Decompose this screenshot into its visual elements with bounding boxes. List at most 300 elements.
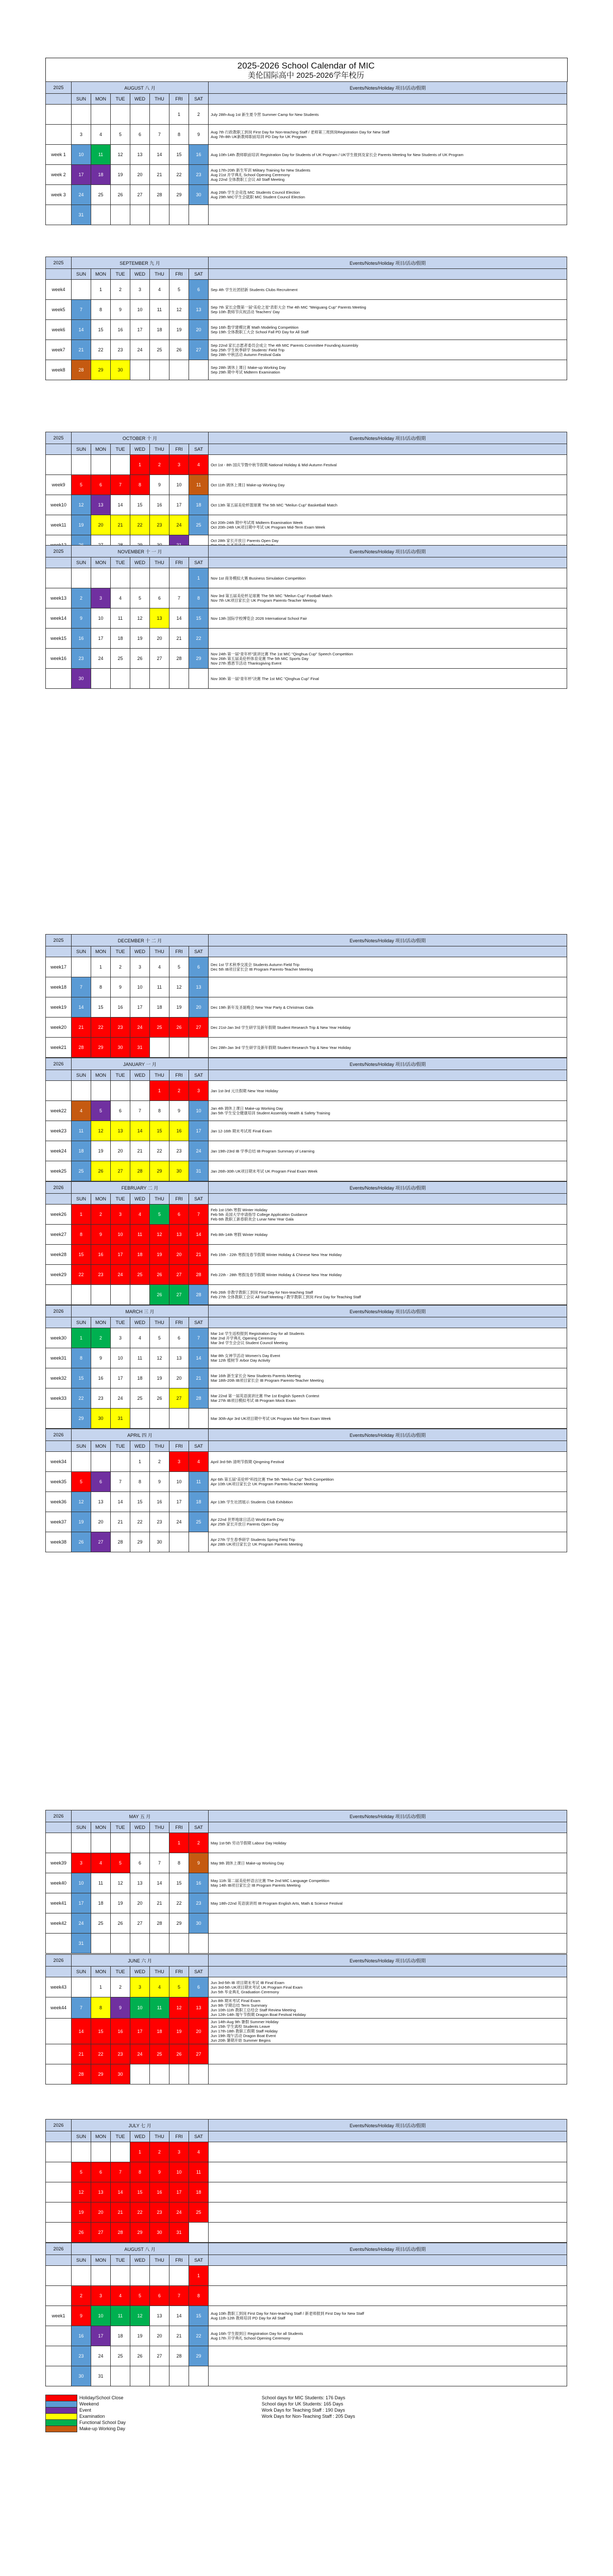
events-header: Events/Notes/Holiday 项目/活动/假期 [209, 2243, 567, 2255]
day-cell: 23 [91, 1265, 111, 1285]
month-table [45, 2243, 567, 2386]
day-cell: 6 [189, 1977, 209, 1997]
day-cell: 31 [91, 2366, 111, 2386]
day-cell: 17 [72, 165, 91, 185]
day-cell [91, 1081, 111, 1101]
day-cell: 22 [91, 1018, 111, 1038]
week-row [46, 649, 567, 669]
day-cell: 17 [91, 2326, 111, 2346]
day-cell: 15 [91, 997, 111, 1018]
day-cell: 2 [189, 105, 209, 125]
day-cell: 13 [91, 2182, 111, 2202]
day-cell [130, 1285, 150, 1305]
week-row [46, 629, 567, 649]
year-cell: 2025 [46, 546, 72, 557]
day-cell [189, 2223, 209, 2243]
events-cell [209, 125, 567, 145]
day-cell: 2 [91, 1205, 111, 1225]
week-row [46, 165, 567, 185]
day-cell [91, 1452, 111, 1472]
day-cell [111, 669, 130, 689]
day-cell: 2 [111, 280, 130, 300]
week-row [46, 1934, 567, 1954]
day-cell: 19 [130, 2326, 150, 2346]
events-header: Events/Notes/Holiday 项目/活动/假期 [209, 257, 567, 269]
day-cell [130, 1081, 150, 1101]
day-cell: 17 [189, 1121, 209, 1141]
day-cell: 26 [150, 1388, 169, 1409]
event-note: May 18th-22nd 英语演讲周 IB Program English Arts, Math & Science Festival [211, 1901, 343, 1906]
week-label: week27 [46, 1225, 72, 1245]
event-note: May 14th IB项目家长会 IB Program Parents Meeting [211, 1883, 301, 1888]
day-cell: 19 [169, 320, 189, 340]
event-note: Mar 30th-Apr 3rd UK项目期中考试 UK Program Mid-Term Exam Week [211, 1416, 331, 1421]
day-cell: 24 [91, 2346, 111, 2366]
events-cell [209, 185, 567, 205]
day-cell: 13 [150, 608, 169, 629]
week-row [46, 340, 567, 360]
day-cell [189, 1409, 209, 1429]
day-cell: 4 [150, 280, 169, 300]
day-cell: 5 [72, 475, 91, 495]
day-cell: 14 [169, 608, 189, 629]
day-cell [169, 1532, 189, 1552]
events-cell [209, 2142, 567, 2162]
day-cell: 6 [91, 475, 111, 495]
day-cell: 18 [130, 1245, 150, 1265]
day-cell [150, 1833, 169, 1853]
week-row [46, 1512, 567, 1532]
weekday-label: THU [150, 1441, 169, 1452]
legend-item [45, 2407, 262, 2413]
week-row [46, 320, 567, 340]
day-cell: 11 [189, 475, 209, 495]
day-cell: 21 [169, 2326, 189, 2346]
day-cell: 22 [130, 515, 150, 535]
week-row [46, 1081, 567, 1101]
event-note: Apr 22nd 世界地球日活动 World Earth Day [211, 1517, 284, 1522]
day-cell [72, 1452, 91, 1472]
legend-item [45, 2395, 262, 2401]
day-cell [91, 669, 111, 689]
events-header-blank [209, 1441, 567, 1452]
day-cell: 30 [169, 1161, 189, 1181]
week-label [46, 2346, 72, 2366]
events-cell [209, 455, 567, 475]
day-cell: 12 [72, 2182, 91, 2202]
day-cell: 21 [111, 2202, 130, 2223]
day-cell: 6 [189, 957, 209, 977]
week-label: week9 [46, 475, 72, 495]
week-row [46, 568, 567, 588]
day-cell: 23 [189, 1893, 209, 1913]
day-cell: 25 [91, 1913, 111, 1934]
week-row [46, 125, 567, 145]
day-cell: 21 [72, 1018, 91, 1038]
event-note: Apr 10th UK项目家长会 UK Program Parents-Teacher Meeting [211, 1482, 318, 1486]
events-cell [209, 2366, 567, 2386]
week-row [46, 1265, 567, 1285]
day-cell [150, 2366, 169, 2386]
day-cell: 5 [72, 1472, 91, 1492]
event-note: Sep 16th 数学建模比赛 Math Modeling Competition [211, 325, 299, 330]
week-label: week11 [46, 515, 72, 535]
day-cell: 13 [169, 1225, 189, 1245]
day-cell: 15 [72, 1368, 91, 1388]
day-cell [150, 1409, 169, 1429]
events-header-blank [209, 1822, 567, 1833]
day-cell: 11 [72, 1121, 91, 1141]
day-cell: 15 [150, 1121, 169, 1141]
week-row [46, 2223, 567, 2243]
week-label [46, 669, 72, 689]
day-cell [91, 1833, 111, 1853]
week-label [46, 1934, 72, 1954]
day-cell: 24 [91, 649, 111, 669]
events-header: Events/Notes/Holiday 项目/活动/假期 [209, 1429, 567, 1441]
week-label: week35 [46, 1472, 72, 1492]
events-header-blank [209, 1317, 567, 1328]
day-cell: 1 [72, 1328, 91, 1348]
events-cell [209, 1893, 567, 1913]
day-cell: 22 [169, 165, 189, 185]
day-cell: 17 [91, 629, 111, 649]
events-cell [209, 475, 567, 495]
day-cell: 3 [169, 455, 189, 475]
day-cell: 22 [72, 1388, 91, 1409]
day-cell: 14 [130, 1121, 150, 1141]
legend-label: Functional School Day [79, 2420, 126, 2425]
week-label: week19 [46, 997, 72, 1018]
day-cell [150, 568, 169, 588]
weekday-label: SUN [72, 557, 91, 568]
event-note: Jun 9th 学期总结 Term Summary [211, 2003, 267, 2008]
week-row [46, 1833, 567, 1853]
event-note: May 1st-5th 劳动节假期 Labour Day Holiday [211, 1840, 286, 1845]
events-cell [209, 1934, 567, 1954]
week-label-header [46, 946, 72, 957]
weekday-label: TUE [111, 94, 130, 105]
day-cell: 13 [91, 1492, 111, 1512]
month-block [45, 1954, 567, 2084]
event-note: Mar 3rd 学生会会议 Student Council Meeting [211, 1340, 288, 1345]
day-cell [72, 568, 91, 588]
event-note: Feb 22th - 28th 寒假及春节假期 Winter Holiday & Chinese New Year Holiday [211, 1272, 342, 1277]
day-cell: 10 [169, 475, 189, 495]
day-cell: 4 [111, 2286, 130, 2306]
day-cell: 31 [189, 1161, 209, 1181]
weekday-label: WED [130, 1070, 150, 1081]
weekday-header [46, 1822, 567, 1833]
events-cell [209, 669, 567, 689]
day-cell [72, 957, 91, 977]
month-name: SEPTEMBER 九 月 [72, 257, 209, 269]
week-row [46, 205, 567, 225]
day-cell [169, 2366, 189, 2386]
month-block [45, 257, 567, 380]
day-cell: 11 [150, 977, 169, 997]
day-cell: 29 [169, 185, 189, 205]
day-cell: 9 [189, 125, 209, 145]
week-row [46, 185, 567, 205]
day-cell [189, 1038, 209, 1058]
day-cell [189, 1934, 209, 1954]
events-cell [209, 977, 567, 997]
day-cell: 4 [189, 2142, 209, 2162]
week-label-header [46, 444, 72, 455]
week-label-header [46, 1070, 72, 1081]
weekday-label: FRI [169, 2131, 189, 2142]
week-row [46, 2366, 567, 2386]
day-cell: 4 [111, 588, 130, 608]
event-note: Nov 24th 第一届“青年杯”演讲比赛 The 1st MIC "Qinghua Cup" Speech Competition [211, 651, 353, 656]
day-cell: 31 [72, 205, 91, 225]
event-note: Sep 28th 中秋活动 Autumn Festival Gala [211, 352, 281, 357]
day-cell: 16 [111, 320, 130, 340]
day-cell: 22 [189, 629, 209, 649]
day-cell: 23 [169, 1141, 189, 1161]
day-cell: 25 [189, 1512, 209, 1532]
events-header: Events/Notes/Holiday 项目/活动/假期 [209, 1810, 567, 1822]
day-cell: 5 [130, 588, 150, 608]
weekday-label: THU [150, 1317, 169, 1328]
day-cell: 1 [91, 1977, 111, 1997]
day-cell: 20 [150, 629, 169, 649]
day-cell: 13 [91, 495, 111, 515]
weekday-label: WED [130, 1441, 150, 1452]
day-cell: 25 [150, 1018, 169, 1038]
event-note: Aug 21st 开学典礼 School Opening Ceremony [211, 172, 290, 177]
event-note: Aug 11th-12th 教师培训 PD Day for All Staff [211, 2316, 285, 2320]
day-cell: 24 [130, 2044, 150, 2064]
weekday-header [46, 946, 567, 957]
week-label [46, 2162, 72, 2182]
day-cell: 7 [169, 588, 189, 608]
week-row [46, 1873, 567, 1893]
weekday-label: THU [150, 946, 169, 957]
day-cell: 1 [130, 455, 150, 475]
day-cell [111, 1452, 130, 1472]
weekday-label: TUE [111, 1822, 130, 1833]
weekday-label: TUE [111, 2131, 130, 2142]
weekday-label: THU [150, 444, 169, 455]
day-cell: 10 [72, 1873, 91, 1893]
day-cell: 17 [169, 495, 189, 515]
day-cell: 27 [150, 649, 169, 669]
events-cell [209, 608, 567, 629]
week-row [46, 608, 567, 629]
events-cell [209, 997, 567, 1018]
year-cell: 2025 [46, 432, 72, 444]
day-cell: 12 [91, 1121, 111, 1141]
weekday-label: SUN [72, 94, 91, 105]
month-header [46, 1429, 567, 1441]
day-cell: 12 [72, 495, 91, 515]
week-row [46, 1997, 567, 2019]
month-table [45, 1181, 567, 1305]
week-row [46, 1018, 567, 1038]
event-note: April 3rd-5th 清明节假期 Qingming Festival [211, 1459, 284, 1464]
week-label: week18 [46, 977, 72, 997]
weekday-label: TUE [111, 269, 130, 280]
event-note: Jun 12th-14th 端午节假期 Dragon Boat Festival Holiday [211, 2012, 306, 2017]
day-cell [72, 2266, 91, 2286]
events-header-blank [209, 2131, 567, 2142]
events-cell [209, 568, 567, 588]
day-cell: 25 [150, 340, 169, 360]
calendar-subtitle: 美伦国际高中 2025-2026学年校历 [248, 71, 364, 80]
day-cell: 12 [111, 145, 130, 165]
weekday-label: MON [91, 1967, 111, 1977]
event-note: Nov 1st 商务模拟大赛 Business Simulation Competition [211, 575, 306, 581]
month-name: JANUARY 一 月 [72, 1058, 209, 1070]
day-cell: 30 [150, 1532, 169, 1552]
day-cell: 27 [91, 1532, 111, 1552]
week-label: week30 [46, 1328, 72, 1348]
day-cell: 18 [150, 997, 169, 1018]
day-cell: 16 [189, 1873, 209, 1893]
day-cell: 28 [130, 1161, 150, 1181]
weekday-label: THU [150, 1070, 169, 1081]
week-row [46, 1285, 567, 1305]
day-cell: 13 [130, 1873, 150, 1893]
day-cell: 16 [150, 1492, 169, 1512]
day-cell: 29 [150, 1161, 169, 1181]
event-note: Nov 7th UK项目家长会 UK Program Parents-Teacher Meeting [211, 598, 317, 603]
events-header-blank [209, 444, 567, 455]
legend-label: Examination [79, 2414, 105, 2419]
weekday-label: FRI [169, 1441, 189, 1452]
day-cell: 17 [72, 1893, 91, 1913]
day-cell: 26 [72, 1532, 91, 1552]
month-header [46, 546, 567, 557]
week-label-header [46, 269, 72, 280]
stat-line: Work Days for Teaching Staff : 190 Days [262, 2408, 345, 2413]
day-cell: 29 [72, 1409, 91, 1429]
day-cell [169, 568, 189, 588]
day-cell: 2 [189, 1833, 209, 1853]
week-label: week34 [46, 1452, 72, 1472]
year-cell: 2026 [46, 1058, 72, 1070]
legend-label: Make-up Working Day [79, 2426, 125, 2431]
day-cell: 25 [130, 1388, 150, 1409]
day-cell: 9 [91, 1348, 111, 1368]
day-cell: 18 [189, 1492, 209, 1512]
day-cell: 27 [169, 1265, 189, 1285]
day-cell: 24 [169, 2202, 189, 2223]
events-header-blank [209, 557, 567, 568]
day-cell: 14 [169, 2306, 189, 2326]
week-row [46, 1409, 567, 1429]
month-header [46, 1058, 567, 1070]
day-cell: 9 [150, 1472, 169, 1492]
week-label: week28 [46, 1245, 72, 1265]
day-cell: 8 [130, 2162, 150, 2182]
day-cell: 25 [189, 515, 209, 535]
weekday-label: SUN [72, 946, 91, 957]
day-cell: 25 [130, 1265, 150, 1285]
day-cell: 23 [150, 515, 169, 535]
week-label: week43 [46, 1977, 72, 1997]
weekday-label: MON [91, 94, 111, 105]
event-note: Aug 7th 行政教职工到岗 First Day for Non-teaching Staff / 老师第三周到岗Registration Day for New Staff [211, 130, 390, 134]
event-note: Mar 18th-20th IB项目家长会 IB Program Parents-Teacher Meeting [211, 1378, 324, 1383]
day-cell: 19 [150, 1245, 169, 1265]
events-header: Events/Notes/Holiday 项目/活动/假期 [209, 546, 567, 557]
day-cell: 20 [130, 1893, 150, 1913]
stat-line: School days for UK Students: 165 Days [262, 2401, 344, 2406]
events-cell [209, 145, 567, 165]
day-cell: 25 [91, 185, 111, 205]
week-label: week 3 [46, 185, 72, 205]
month-block [45, 1429, 567, 1552]
day-cell: 27 [189, 2044, 209, 2064]
day-cell [130, 360, 150, 380]
day-cell: 15 [189, 2306, 209, 2326]
week-label: week8 [46, 360, 72, 380]
day-cell: 14 [111, 1492, 130, 1512]
day-cell: 29 [130, 2223, 150, 2243]
event-note: Feb 15th - 22th 寒假及春节假期 Winter Holiday & Chinese New Year Holiday [211, 1252, 342, 1257]
event-note: Dec 28th-Jan 3rd 学生研学及新年假期 Student Research Trip & New Year Holiday [211, 1045, 351, 1050]
week-row [46, 2142, 567, 2162]
day-cell: 28 [150, 185, 169, 205]
event-note: Jun 3rd-5th UK项目期末考试 UK Program Final Exam [211, 1985, 303, 1990]
day-cell: 1 [91, 280, 111, 300]
event-note: Aug 26th 学生会竞选 MIC Students Council Election [211, 190, 300, 195]
events-header-blank [209, 1967, 567, 1977]
day-cell [91, 568, 111, 588]
week-row [46, 300, 567, 320]
events-cell [209, 2346, 567, 2366]
events-cell [209, 2044, 567, 2064]
month-block [45, 1305, 567, 1429]
week-row [46, 145, 567, 165]
day-cell: 10 [130, 300, 150, 320]
day-cell [150, 105, 169, 125]
day-cell: 18 [189, 2182, 209, 2202]
weekday-label: MON [91, 946, 111, 957]
day-cell: 24 [72, 1913, 91, 1934]
week-row [46, 1532, 567, 1552]
day-cell: 10 [91, 608, 111, 629]
day-cell: 11 [130, 1348, 150, 1368]
day-cell: 19 [72, 1512, 91, 1532]
week-label: week23 [46, 1121, 72, 1141]
day-cell: 31 [130, 1038, 150, 1058]
day-cell: 16 [111, 997, 130, 1018]
day-cell: 17 [130, 997, 150, 1018]
event-note: Apr 13th 学生社团展示 Students Club Exhibition [211, 1499, 293, 1504]
day-cell: 10 [189, 1101, 209, 1121]
week-row [46, 1853, 567, 1873]
day-cell: 24 [111, 1388, 130, 1409]
weekday-label: WED [130, 1194, 150, 1205]
events-header-blank [209, 1070, 567, 1081]
day-cell: 27 [150, 2346, 169, 2366]
weekday-header [46, 1070, 567, 1081]
event-note: Feb 5th 美国大学申请指导 College Application Guidance [211, 1212, 308, 1217]
day-cell: 30 [150, 2223, 169, 2243]
day-cell: 31 [111, 1409, 130, 1429]
month-block [45, 81, 567, 225]
week-row [46, 280, 567, 300]
month-table [45, 934, 567, 1058]
week-label: week4 [46, 280, 72, 300]
weekday-header [46, 1194, 567, 1205]
day-cell: 16 [72, 629, 91, 649]
weekday-label: FRI [169, 1070, 189, 1081]
